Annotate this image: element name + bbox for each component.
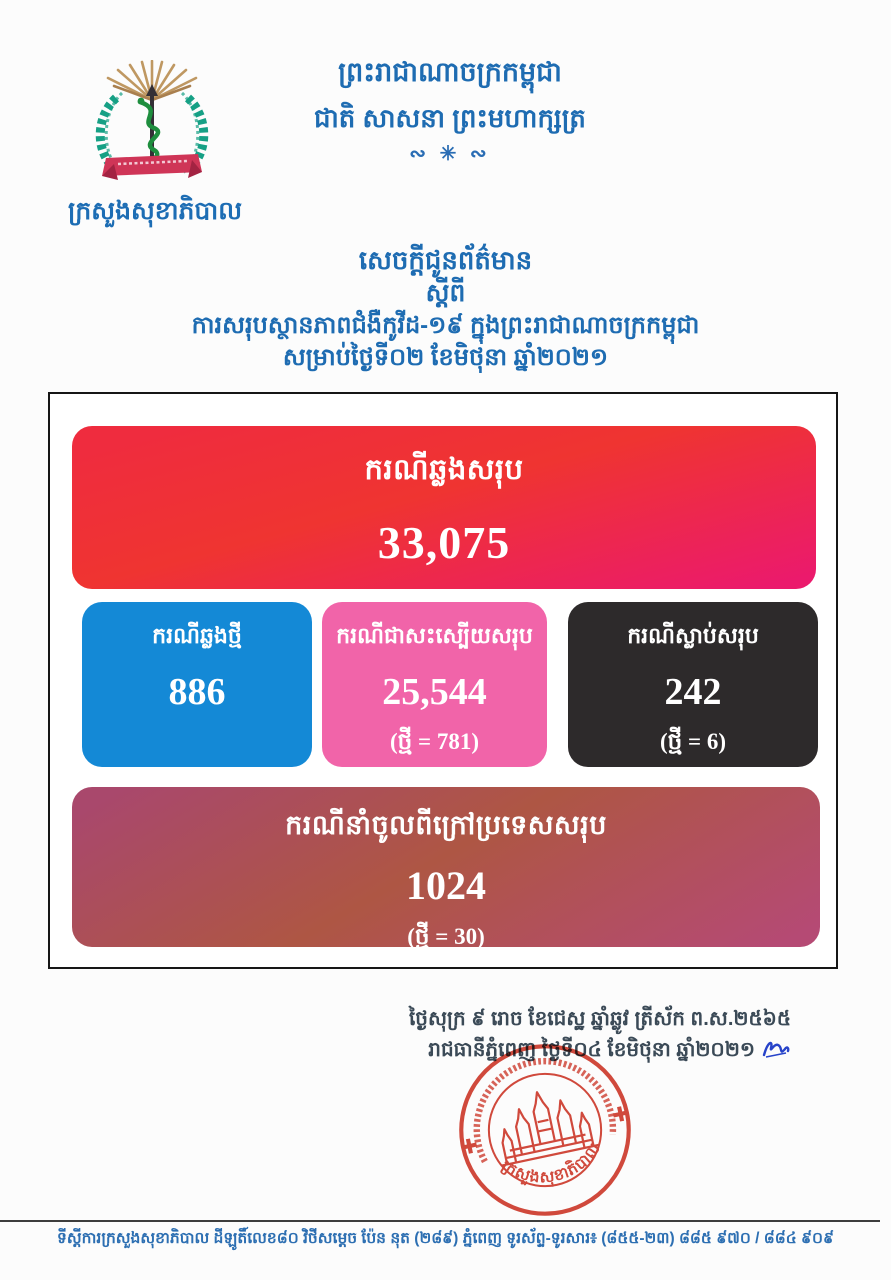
header-center: [230, 55, 670, 166]
footer-contact: ទីស្តីការក្រសួងសុខាភិបាល ដីឡូតិ៍លេខ៨០ វិថីសម្តេច ប៉ែន នុត (២៨៩) ភ្នំពេញ ទូរស័ព្ទ-ទូរសារ៖ (៨៥៥-២៣) ៨៨៥ ៩៧០ / ៨៨៤ ៩០៩: [57, 1230, 834, 1247]
ministry-of-health-logo: [78, 60, 226, 198]
notice-date-line: សម្រាប់ថ្ងៃទី០២ ខែមិថុនា ឆ្នាំ២០២១: [282, 344, 609, 371]
recovered-label: ករណីជាសះស្បើយសរុប: [336, 623, 533, 648]
total-cases-label: ករណីឆ្លងសរុប: [364, 454, 524, 486]
new-cases-value: 886: [168, 671, 226, 713]
imported-new-note: (ថ្មី = 30): [407, 924, 485, 949]
notice-heading: សេចក្តីជូនព័ត៌មាន: [358, 245, 533, 275]
new-cases-label: ករណីឆ្លងថ្មី: [152, 623, 242, 648]
imported-label: ករណីនាំចូលពីក្រៅប្រទេសសរុប: [285, 810, 607, 840]
ministry-name: ក្រសួងសុខាភិបាល: [67, 197, 243, 225]
deaths-value: 242: [664, 671, 722, 713]
recovered-value: 25,544: [382, 671, 487, 713]
covid-stats-panel: [48, 392, 838, 969]
stat-card-deaths: [568, 602, 818, 767]
lunar-date: ថ្ងៃសុក្រ ៩ រោច ខែជេស្ឋ ឆ្នាំឆ្លូវ ត្រីស័ក ព.ស.២៥៦៥: [408, 1008, 791, 1030]
logo-snake: [140, 102, 158, 164]
stamp-bottom-text: ក្រសួងសុខាភិបាល: [498, 1139, 605, 1187]
national-motto: ជាតិ សាសនា ព្រះមហាក្សត្រ: [314, 103, 586, 133]
ministry-seal-stamp: [436, 1038, 654, 1222]
notice-regarding: ស្តីពី: [425, 279, 466, 307]
notice-title-block: [0, 243, 891, 374]
logo-ribbon: [102, 154, 202, 180]
gregorian-date: រាជធានីភ្នំពេញ ថ្ងៃទី០៤ ខែមិថុនា ឆ្នាំ២០២១: [428, 1039, 755, 1061]
stat-card-recovered: [322, 602, 547, 767]
stat-card-total-cases: [72, 426, 816, 589]
stat-card-new-cases: [82, 602, 312, 767]
deaths-label: ករណីស្លាប់សរុប: [627, 623, 759, 648]
total-cases-value: 33,075: [377, 517, 511, 568]
notice-subject: ការសរុបស្ថានភាពជំងឺកូវីដ-១៩ ក្នុងព្រះរាជាណាចក្រកម្ពុជា: [191, 312, 700, 339]
recovered-new-note: (ថ្មី = 781): [389, 729, 480, 754]
ornament-divider: ∾ ✳ ∾: [409, 143, 491, 165]
ministry-of-health-logo-icon: [78, 60, 226, 198]
stat-card-imported: [72, 787, 820, 947]
signature-initial-icon: [761, 1038, 791, 1070]
kingdom-title: ព្រះរាជាណាចក្រកម្ពុជា: [338, 57, 562, 87]
imported-value: 1024: [406, 863, 486, 908]
deaths-new-note: (ថ្មី = 6): [659, 729, 727, 754]
